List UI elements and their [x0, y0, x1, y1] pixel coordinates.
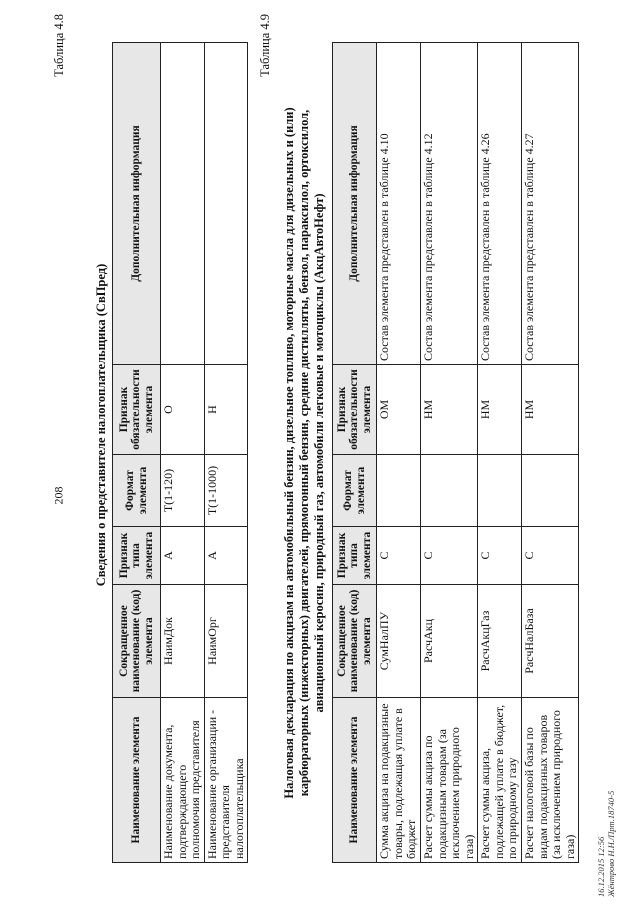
table-row: [522, 43, 579, 863]
cell: А: [161, 527, 205, 585]
table-4-8-title: Сведения о представителе налогоплательщика (СвПред): [94, 263, 108, 587]
cell: РасчНалБаза: [522, 585, 579, 698]
cell: Наименование организации - представителя налогоплательщика: [204, 698, 248, 863]
header-cell: Признак типа элемента: [333, 527, 377, 585]
cell: С: [421, 527, 478, 585]
cell: Расчет суммы акциза по подакцизным товарам (за исключением природного газа): [421, 698, 478, 863]
table-row: [478, 43, 522, 863]
cell: Н: [204, 365, 248, 455]
header-cell: Формат элемента: [333, 455, 377, 527]
cell: [522, 455, 579, 527]
header-cell: Дополнительная информация: [113, 43, 161, 365]
header-cell: Признак типа элемента: [113, 527, 161, 585]
cell: Состав элемента представлен в таблице 4.26: [478, 43, 522, 365]
table-row: [421, 43, 478, 863]
cell: Т(1-120): [161, 455, 205, 527]
cell: Состав элемента представлен в таблице 4.27: [522, 43, 579, 365]
cell: Т(1-1000): [204, 455, 248, 527]
cell: Состав элемента представлен в таблице 4.10: [377, 43, 421, 365]
cell: [161, 43, 205, 365]
table-4-9-header-row: [333, 43, 377, 863]
cell: НаимДок: [161, 585, 205, 698]
cell: С: [377, 527, 421, 585]
cell: Состав элемента представлен в таблице 4.12: [421, 43, 478, 365]
cell: НМ: [522, 365, 579, 455]
stamp-line: Жёнтрово Н.Н./Прт.18740-5: [606, 790, 616, 897]
cell: [478, 455, 522, 527]
header-cell: Наименование элемента: [113, 698, 161, 863]
cell: СумНалПУ: [377, 585, 421, 698]
header-cell: Дополнительная информация: [333, 43, 377, 365]
cell: РасчАкц: [421, 585, 478, 698]
header-cell: Наименование элемента: [333, 698, 377, 863]
stamp-line: 16.12.2015 12:56: [596, 836, 606, 897]
table-4-9: [332, 42, 579, 863]
table-4-8-label: Таблица 4.8: [52, 14, 66, 77]
table-4-8: [112, 42, 248, 863]
table-4-8-header-row: [113, 43, 161, 863]
cell: НМ: [421, 365, 478, 455]
title-line: Налоговая декларация по акцизам на автомобильный бензин, дизельное топливо, моторные масла для дизельных и (или): [282, 107, 296, 799]
cell: [421, 455, 478, 527]
cell: РасчАкцГаз: [478, 585, 522, 698]
table-4-9-label: Таблица 4.9: [258, 14, 272, 77]
header-cell: Сокращенное наименование (код) элемента: [333, 585, 377, 698]
print-stamp: [596, 791, 616, 897]
cell: [377, 455, 421, 527]
header-cell: Признак обязательности элемента: [113, 365, 161, 455]
cell: О: [161, 365, 205, 455]
title-line: авиационный керосин, природный газ, автомобили легковые и мотоциклы (АкцАвтоНефт): [312, 193, 326, 713]
table-row: [161, 43, 205, 863]
table-row: [204, 43, 248, 863]
cell: С: [522, 527, 579, 585]
cell: Наименование документа, подтверждающего полномочия представителя: [161, 698, 205, 863]
header-cell: Формат элемента: [113, 455, 161, 527]
title-line: карбюраторных (инжекторных) двигателей, прямогонный бензин, средние дистилляты, бензол, параксилол, ортоксилол,: [297, 109, 311, 797]
cell: Расчет налоговой базы по видам подакцизных товаров (за исключением природного газа): [522, 698, 579, 863]
header-cell: Сокращенное наименование (код) элемента: [113, 585, 161, 698]
page-number: 208: [51, 486, 66, 505]
cell: ОМ: [377, 365, 421, 455]
table-4-9-title: [282, 43, 327, 863]
cell: НМ: [478, 365, 522, 455]
cell: НаимОрг: [204, 585, 248, 698]
cell: Сумма акциза на подакцизные товары, подлежащая уплате в бюджет: [377, 698, 421, 863]
cell: Расчет суммы акциза, подлежащей уплате в бюджет, по природному газу: [478, 698, 522, 863]
table-row: [377, 43, 421, 863]
cell: А: [204, 527, 248, 585]
header-cell: Признак обязательности элемента: [333, 365, 377, 455]
cell: [204, 43, 248, 365]
cell: С: [478, 527, 522, 585]
